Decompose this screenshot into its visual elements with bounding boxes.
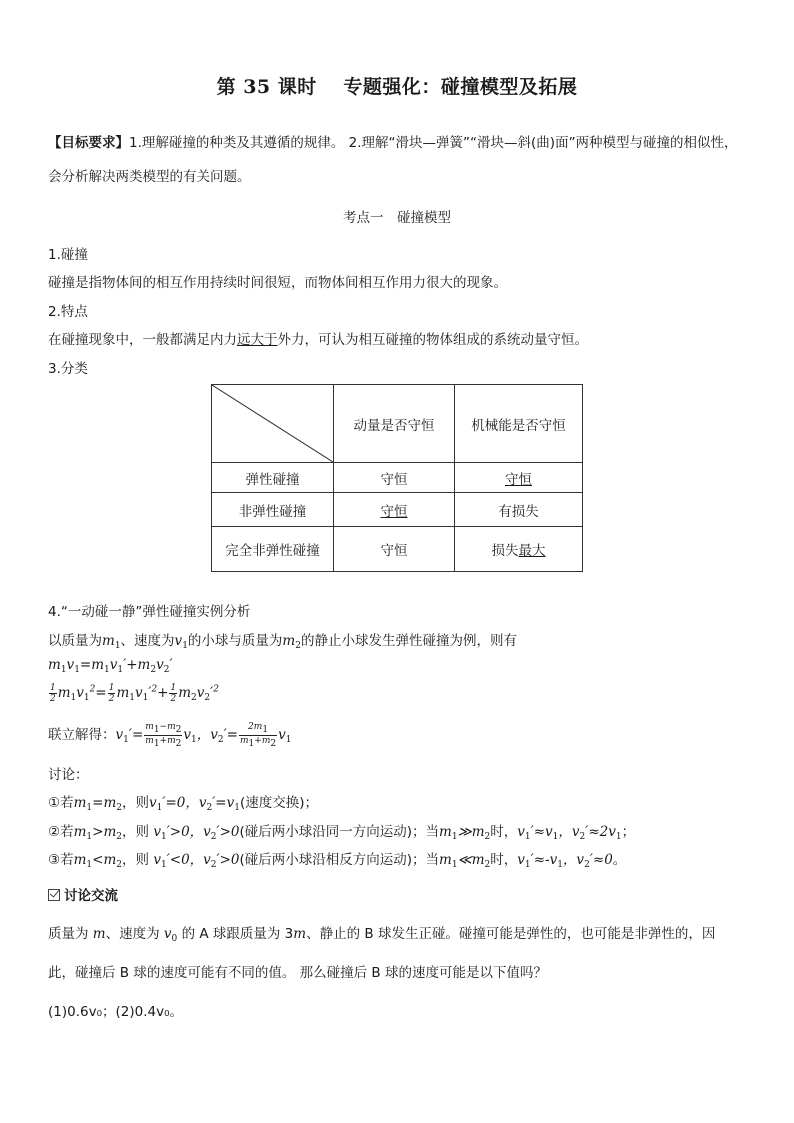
- discussion-line-2: 此，碰撞后 B 球的速度可能有不同的值。 那么碰撞后 B 球的速度可能是以下值吗？: [48, 965, 547, 981]
- table-row: [212, 527, 583, 572]
- item-2-body-post: 外力，可认为相互碰撞的物体组成的系统动量守恒。: [277, 332, 588, 348]
- table-row: [212, 463, 583, 493]
- section-heading: 考点一 碰撞模型: [343, 210, 451, 226]
- cell-energy: 守恒: [455, 463, 583, 493]
- header-momentum: 动量是否守恒: [334, 385, 455, 463]
- row-label: 完全非弹性碰撞: [212, 527, 334, 572]
- text: 的小球与质量为: [187, 633, 283, 649]
- text: 的静止小球发生弹性碰撞为例，则有: [300, 633, 517, 649]
- case-3: ③若$m_1<m_2$，则 $v_1'<0$，$v_2'>0$(碰后两小球沿相反方向运动)；当$m_1≪m_2$时，$v_1'\approx-v_1$，$v_2'\approx 0$。: [48, 852, 627, 870]
- discussion-line-1: 质量为 m、速度为 $v_0$ 的 A 球跟质量为 3m、静止的 B 球发生正碰。碰撞可能是弹性的，也可能是非弹性的，因: [48, 926, 716, 944]
- text: 联立解得：: [48, 727, 116, 743]
- text: 讨论交流: [64, 888, 118, 904]
- page-title: 第 35 课时 专题强化：碰撞模型及拓展: [216, 76, 578, 98]
- text: 时，: [490, 824, 518, 840]
- cell-momentum: 守恒: [334, 463, 455, 493]
- case-1: ①若$m_1=m_2$，则$v_1'=0$，$v_2'=v_1$(速度交换)；: [48, 795, 319, 813]
- text: 以质量为: [48, 633, 102, 649]
- text: (碰后两小球沿相反方向运动)；当: [239, 852, 440, 868]
- item-1-body: 碰撞是指物体间的相互作用持续时间很短，而物体间相互作用力很大的现象。: [48, 275, 507, 291]
- diagonal-line: [212, 385, 333, 462]
- solution-line: 联立解得：$v_1'=$ $\frac{m1-m2}{m1+m2}$ $v_1$，$v_2'=$ $\frac{2m1}{m1+m2}$ $v_1$: [48, 722, 292, 749]
- text: 、静止的 B 球发生正碰。碰撞可能是弹性的，也可能是非弹性的，因: [306, 926, 716, 942]
- case-2: ②若$m_1>m_2$，则 $v_1'>0$，$v_2'>0$(碰后两小球沿同一方向运动)；当$m_1≫m_2$时，$v_1'\approx v_1$，$v_2'\approx 2v_1$；: [48, 824, 636, 842]
- cell-energy-underlined: 最大: [518, 543, 546, 559]
- checkbox-icon: [48, 889, 60, 901]
- learning-objectives: [48, 126, 748, 194]
- objectives-tag: 【目标要求】: [48, 135, 129, 151]
- discussion-heading: [48, 884, 118, 904]
- table-header-row: [212, 385, 583, 463]
- example-intro: 以质量为$m_1$、速度为$v_1$的小球与质量为$m_2$的静止小球发生弹性碰撞为例，则有: [48, 633, 517, 651]
- discuss-label: 讨论：: [48, 767, 89, 783]
- text: ①若: [48, 795, 74, 811]
- energy-equation: $\frac{1}{2}$ $m_1v_1^2=$ $\frac{1}{2}$ $m_1v_1'^2+$ $\frac{1}{2}$ $m_2v_2'^2$: [50, 683, 219, 704]
- item-1-heading: 1.碰撞: [48, 247, 88, 263]
- text: 、速度为: [105, 926, 160, 942]
- item-2-heading: 2.特点: [48, 304, 88, 320]
- row-label: 非弹性碰撞: [212, 493, 334, 527]
- item-2-body: [48, 328, 588, 348]
- text: ，则: [122, 795, 150, 811]
- text: (速度交换)；: [239, 795, 319, 811]
- text: 的 A 球跟质量为 3: [181, 926, 294, 942]
- text: 时，: [490, 852, 518, 868]
- cell-energy: [455, 527, 583, 572]
- text: 、速度为: [120, 633, 175, 649]
- item-2-body-pre: 在碰撞现象中，一般都满足内力: [48, 332, 237, 348]
- text: ②若: [48, 824, 74, 840]
- collision-classification-table: [211, 384, 583, 572]
- diagonal-corner-cell: [212, 385, 334, 463]
- item-2-body-underlined: 远大于: [237, 332, 278, 348]
- momentum-equation: $m_1v_1=m_1v_1'+m_2v_2'$: [48, 657, 173, 675]
- text: (碰后两小球沿同一方向运动)；当: [239, 824, 440, 840]
- discussion-options: (1)0.6v₀；(2)0.4v₀。: [48, 1004, 183, 1020]
- objectives-text: 1.理解碰撞的种类及其遵循的规律。 2.理解“滑块—弹簧”“滑块—斜(曲)面”两种模型与碰撞的相似性，会分析解决两类模型的有关问题。: [48, 135, 738, 185]
- row-label: 弹性碰撞: [212, 463, 334, 493]
- table-row: [212, 493, 583, 527]
- text: 质量为: [48, 926, 89, 942]
- header-energy: 机械能是否守恒: [455, 385, 583, 463]
- cell-energy: 有损失: [455, 493, 583, 527]
- cell-momentum: 守恒: [334, 527, 455, 572]
- text: ③若: [48, 852, 74, 868]
- item-3-heading: 3.分类: [48, 361, 88, 377]
- cell-momentum: 守恒: [334, 493, 455, 527]
- cell-energy-pre: 损失: [491, 543, 519, 559]
- example-heading: 4.“一动碰一静”弹性碰撞实例分析: [48, 604, 251, 620]
